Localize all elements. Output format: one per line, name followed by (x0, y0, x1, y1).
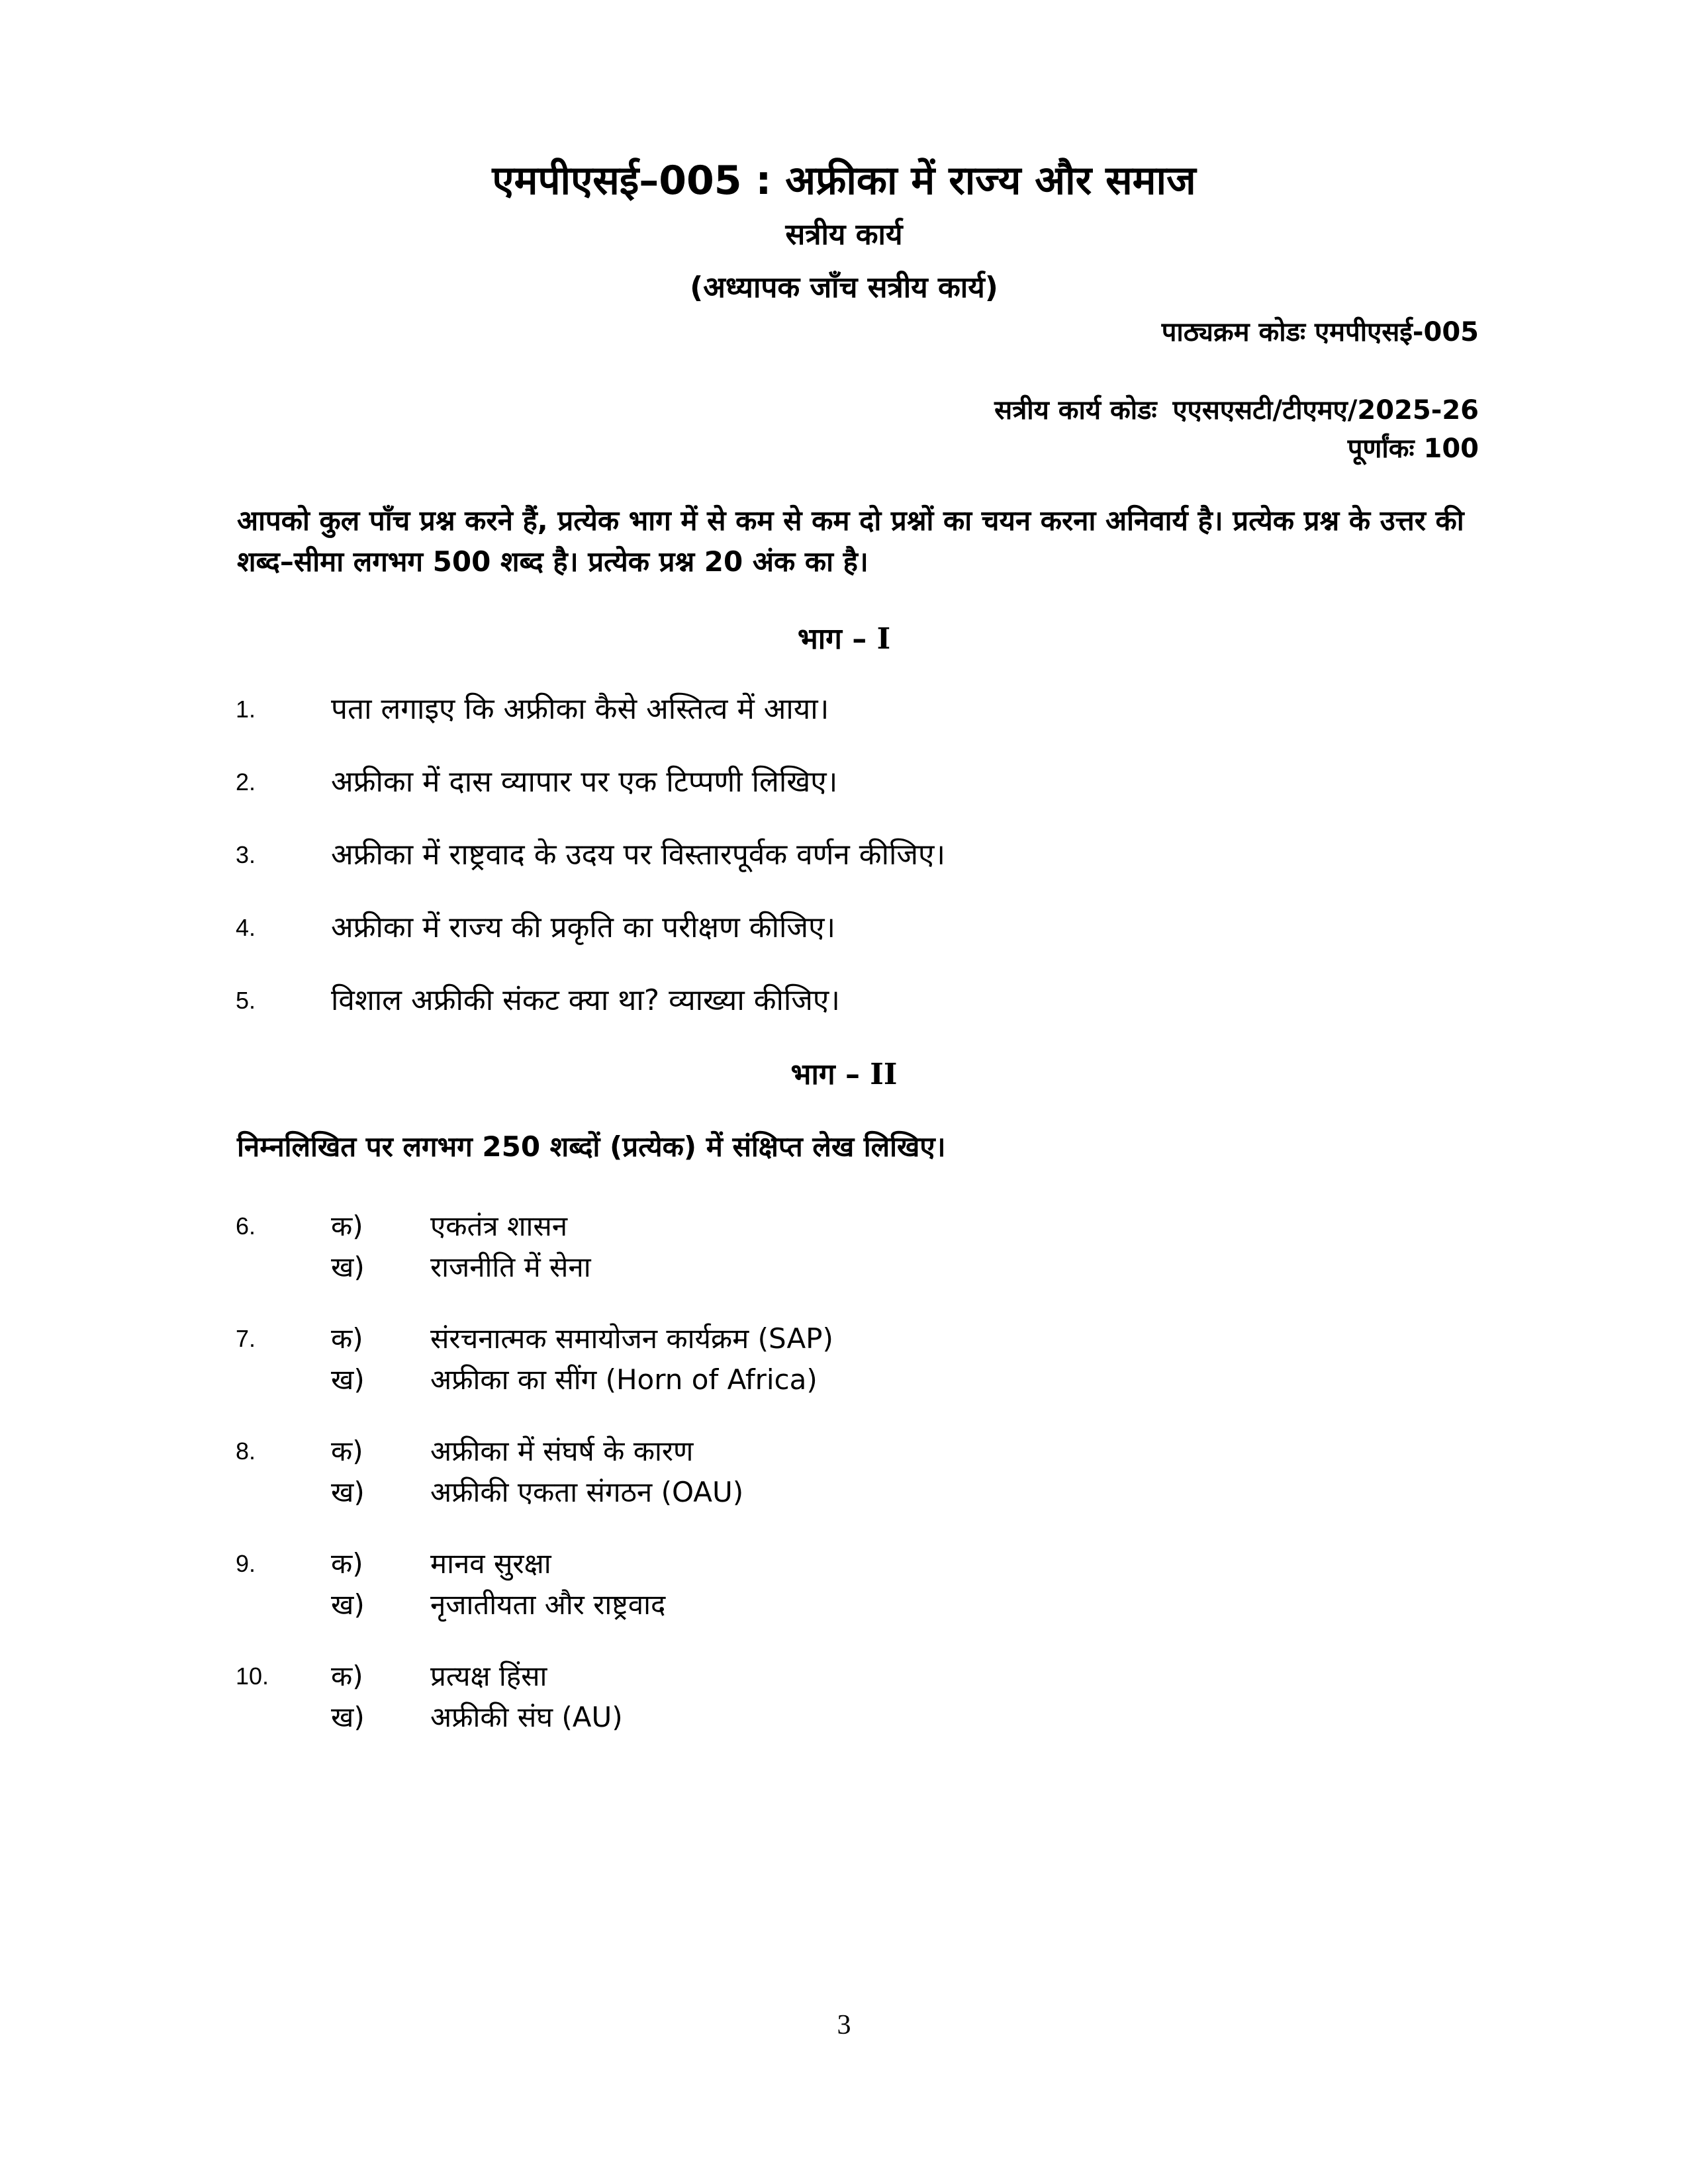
assignment-code-label: सत्रीय कार्य कोडः (994, 395, 1157, 426)
question-item (0, 1431, 1688, 1472)
question-item (0, 688, 1688, 731)
sub-question-text: अफ्रीकी एकता संगठन (OAU) (430, 1476, 744, 1508)
assignment-code-value: एएसएसटी/टीएमए/2025-26 (1172, 395, 1479, 426)
sub-question-text: अफ्रीका में संघर्ष के कारण (430, 1435, 694, 1467)
sub-question-text: एकतंत्र शासन (430, 1210, 568, 1242)
sub-question-marker: क) (331, 1210, 363, 1242)
question-item (0, 1656, 1688, 1697)
page-number: 3 (837, 2010, 851, 2040)
course-code: पाठ्यक्रम कोडः एमपीएसई-005 (1161, 317, 1479, 347)
sub-question-marker: ख) (331, 1251, 365, 1283)
question-item (0, 979, 1688, 1022)
sub-question-marker: ख) (331, 1588, 365, 1621)
sub-question-text: राजनीति में सेना (430, 1251, 591, 1283)
question-number: 9. (236, 1550, 256, 1577)
sub-question-item (0, 1247, 1688, 1288)
general-instructions: आपको कुल पाँच प्रश्न करने हैं, प्रत्येक भाग में से कम से कम दो प्रश्नों का चयन करना अनिवार्य है। प्रत्येक प्रश्न के उत्तर की शब्द–सीमा लगभग 500 शब्द है। प्रत्येक प्रश्न 20 अंक का है। (237, 504, 1464, 578)
max-marks: पूर्णांकः 100 (1347, 433, 1479, 464)
question-item (0, 834, 1688, 876)
sub-question-text: अफ्रीकी संघ (AU) (430, 1701, 623, 1733)
question-number: 5. (236, 987, 256, 1014)
question-item (0, 761, 1688, 803)
question-text: अफ्रीका में दास व्यापार पर एक टिप्पणी लिखिए। (331, 765, 838, 799)
part-2-instructions: निम्नलिखित पर लगभग 250 शब्दों (प्रत्येक) में संक्षिप्त लेख लिखिए। (237, 1130, 946, 1163)
section-heading-part-2 (0, 1054, 1688, 1096)
sub-question-item (0, 1697, 1688, 1738)
sub-question-marker: ख) (331, 1701, 365, 1733)
sub-question-text: प्रत्यक्ष हिंसा (430, 1660, 547, 1692)
sub-question-marker: क) (331, 1322, 363, 1355)
question-item (0, 1318, 1688, 1359)
page-subtitle-secondary: (अध्यापक जाँच सत्रीय कार्य) (690, 271, 998, 304)
section-roman-numeral: II (870, 1058, 898, 1091)
question-item (0, 1543, 1688, 1584)
sub-question-marker: ख) (331, 1476, 365, 1508)
question-text: अफ्रीका में राष्ट्रवाद के उदय पर विस्तारपूर्वक वर्णन कीजिए। (331, 838, 946, 872)
question-number: 2. (236, 768, 256, 796)
sub-question-text: अफ्रीका का सींग (Horn of Africa) (430, 1363, 818, 1396)
question-number: 1. (236, 696, 256, 723)
question-number: 4. (236, 914, 256, 941)
sub-question-text: नृजातीयता और राष्ट्रवाद (430, 1588, 666, 1621)
sub-question-text: संरचनात्मक समायोजन कार्यक्रम (SAP) (430, 1322, 833, 1355)
question-number: 8. (236, 1437, 256, 1465)
question-text: अफ्रीका में राज्य की प्रकृति का परीक्षण कीजिए। (331, 911, 836, 944)
sub-question-marker: क) (331, 1660, 363, 1692)
sub-question-text: मानव सुरक्षा (430, 1547, 551, 1580)
sub-question-item (0, 1584, 1688, 1625)
question-text: विशाल अफ्रीकी संकट क्या था? व्याख्या कीजिए। (331, 983, 840, 1017)
question-item (0, 1206, 1688, 1247)
question-number: 7. (236, 1325, 256, 1352)
section-label: भाग – (790, 1058, 860, 1091)
section-heading-part-1 (0, 618, 1688, 660)
question-item (0, 907, 1688, 949)
question-number: 3. (236, 841, 256, 868)
page-title: एमपीएसई–005 : अफ्रीका में राज्य और समाज (492, 158, 1196, 204)
section-label: भाग – (797, 622, 867, 656)
sub-question-marker: क) (331, 1547, 363, 1580)
sub-question-marker: क) (331, 1435, 363, 1467)
section-roman-numeral: I (876, 622, 891, 656)
page-subtitle: सत्रीय कार्य (785, 218, 903, 251)
sub-question-item (0, 1472, 1688, 1513)
question-number: 10. (236, 1662, 269, 1690)
assignment-code (994, 390, 1479, 430)
sub-question-item (0, 1359, 1688, 1400)
question-number: 6. (236, 1212, 256, 1240)
question-text: पता लगाइए कि अफ्रीका कैसे अस्तित्व में आया। (331, 692, 829, 726)
sub-question-marker: ख) (331, 1363, 365, 1396)
